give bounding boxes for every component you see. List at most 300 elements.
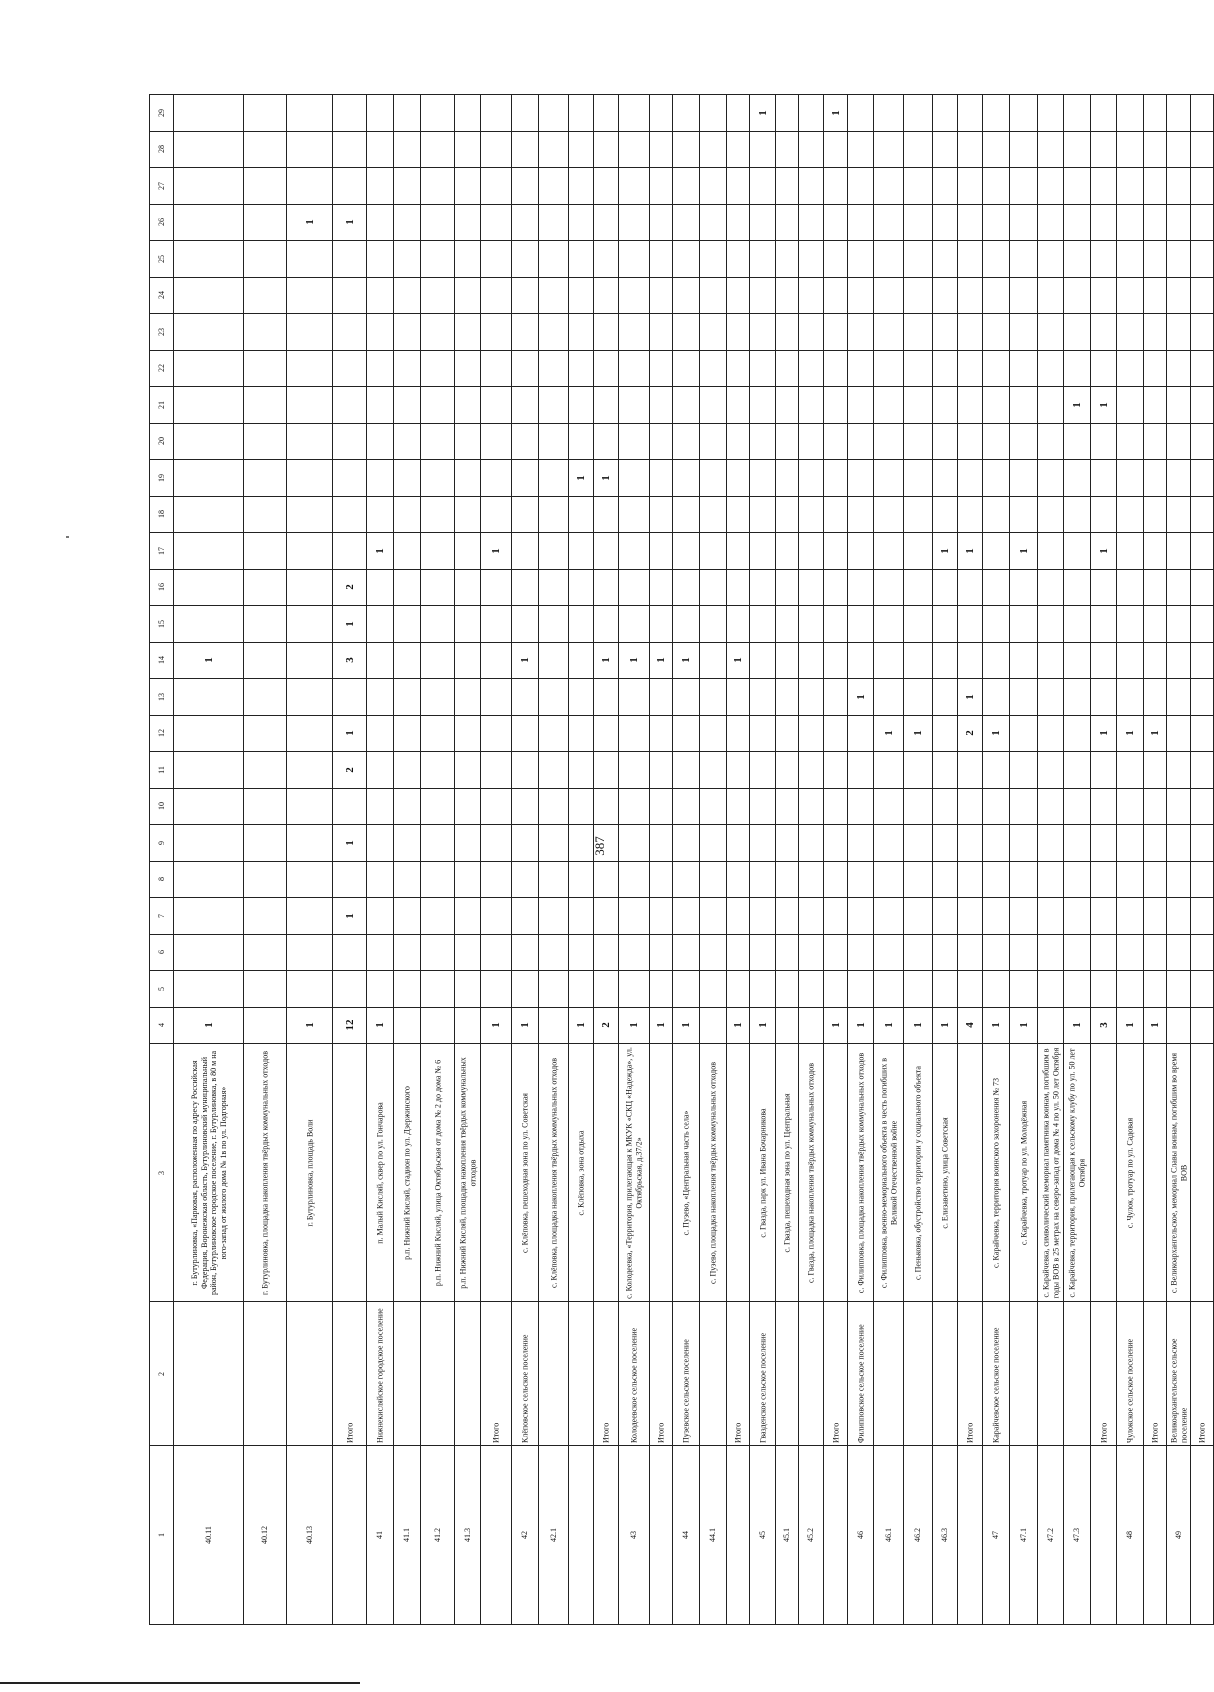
- territory-cell-text: с. Колодеевка, «Территория, прилегающая к МКУК «СКЦ «Надежда», ул. Октябрьская, д.37/2»: [624, 1046, 643, 1299]
- territory-cell-text: с. Елизаветино, улица Советская: [940, 1116, 950, 1229]
- value-cell-col-21: [243, 386, 287, 424]
- settlement-cell-text: Итого: [344, 1422, 354, 1443]
- value-cell-col-21: [957, 386, 983, 424]
- value-cell-col-17: [1009, 532, 1038, 570]
- value-cell-col-9: [699, 824, 727, 862]
- value-cell-col-28: [1166, 131, 1191, 169]
- row-number-cell-text: 47.1: [1018, 1528, 1028, 1542]
- value-cell-col-12: [511, 715, 539, 753]
- row-number-cell: [873, 1445, 904, 1625]
- value-cell-col-29: [538, 94, 569, 132]
- value-cell-col-25: [1166, 240, 1191, 278]
- value-cell-col-10: [1037, 788, 1064, 826]
- row-number-cell-text: 46.2: [913, 1528, 922, 1542]
- value-cell-col-7: [511, 897, 539, 935]
- value-cell-col-20: [286, 423, 333, 461]
- value-cell-col-22: [903, 350, 933, 388]
- value-cell-col-12: [1037, 715, 1064, 753]
- value-cell-col-20: [332, 423, 367, 461]
- value-cell-col-6: [286, 934, 333, 972]
- value-cell-col-10: [173, 788, 244, 826]
- row-number-cell-text: 46.1: [883, 1528, 893, 1542]
- value-cell-col-28: [699, 131, 727, 169]
- value-cell-col-14: [420, 642, 455, 680]
- value-cell-col-16: [332, 569, 367, 607]
- value-cell-col-23: [593, 313, 619, 351]
- territory-cell-text: с. Гвазда, площадка накопления твёрдых коммунальных отходов: [806, 1062, 816, 1283]
- header-cell-2-text: 2: [156, 1371, 166, 1376]
- value-cell-col-29: [775, 94, 799, 132]
- value-cell-col-24: [538, 277, 569, 315]
- value-cell-col-25: [699, 240, 727, 278]
- value-cell-col-25: [1116, 240, 1144, 278]
- value-cell-col-29: [173, 94, 244, 132]
- header-cell-23-text: 23: [156, 327, 166, 336]
- value-cell-col-16: [798, 569, 824, 607]
- row-number-cell: [1090, 1445, 1117, 1625]
- value-cell-col-16: [982, 569, 1010, 607]
- value-cell-col-10: [982, 788, 1010, 826]
- value-cell-col-24: [366, 277, 394, 315]
- value-cell-col-26: [366, 204, 394, 242]
- settlement-cell-text: Чулокское сельское поселение: [1125, 1338, 1135, 1443]
- value-cell-col-28: [1116, 131, 1144, 169]
- value-cell-col-17: [649, 532, 673, 570]
- value-cell-col-20: [726, 423, 750, 461]
- value-cell-col-12: [672, 715, 700, 753]
- total-count-cell: [1090, 1007, 1117, 1045]
- value-cell-col-15: [749, 605, 776, 643]
- value-cell-col-19: [903, 459, 933, 497]
- value-cell-col-11: [798, 751, 824, 789]
- row-number-cell: [538, 1445, 569, 1625]
- value-cell-col-15-text: 1: [343, 621, 356, 627]
- value-cell-col-10: [1063, 788, 1091, 826]
- value-cell-col-22: [454, 350, 481, 388]
- value-cell-col-18: [775, 496, 799, 534]
- value-cell-col-12: [1116, 715, 1144, 753]
- header-cell-28: [149, 131, 174, 169]
- value-cell-col-10: [511, 788, 539, 826]
- value-cell-col-11-text: 2: [343, 767, 356, 773]
- territory-cell: [511, 1043, 539, 1302]
- value-cell-col-21: [903, 386, 933, 424]
- value-cell-col-19: [798, 459, 824, 497]
- value-cell-col-18: [393, 496, 421, 534]
- value-cell-col-8: [538, 861, 569, 899]
- value-cell-col-23: [699, 313, 727, 351]
- value-cell-col-28: [798, 131, 824, 169]
- value-cell-col-9: [593, 824, 619, 862]
- value-cell-col-15: [932, 605, 958, 643]
- value-cell-col-27: [568, 167, 594, 205]
- value-cell-col-25: [798, 240, 824, 278]
- value-cell-col-20: [480, 423, 512, 461]
- value-cell-col-27: [672, 167, 700, 205]
- value-cell-col-28: [480, 131, 512, 169]
- header-cell-5: [149, 970, 174, 1008]
- value-cell-col-26: [957, 204, 983, 242]
- row-number-cell-text: 44.1: [708, 1528, 717, 1542]
- value-cell-col-27: [932, 167, 958, 205]
- value-cell-col-14: [454, 642, 481, 680]
- value-cell-col-24: [1116, 277, 1144, 315]
- total-count-cell-text: 1: [303, 1022, 316, 1028]
- value-cell-col-15: [568, 605, 594, 643]
- value-cell-col-11: [1190, 751, 1214, 789]
- value-cell-col-9: [649, 824, 673, 862]
- settlement-cell-text: Гвазденское сельское поселение: [757, 1332, 767, 1443]
- value-cell-col-28: [903, 131, 933, 169]
- value-cell-col-27: [1090, 167, 1117, 205]
- value-cell-col-6: [538, 934, 569, 972]
- settlement-cell: [749, 1301, 776, 1446]
- value-cell-col-21: [932, 386, 958, 424]
- settlement-cell: [1009, 1301, 1038, 1446]
- value-cell-col-29: [1037, 94, 1064, 132]
- value-cell-col-12: [1166, 715, 1191, 753]
- value-cell-col-20: [1090, 423, 1117, 461]
- total-count-cell-text: 1: [1017, 1022, 1030, 1028]
- settlement-cell: [173, 1301, 244, 1446]
- value-cell-col-22: [420, 350, 455, 388]
- value-cell-col-21: [1037, 386, 1064, 424]
- value-cell-col-13: [173, 678, 244, 716]
- value-cell-col-5: [593, 970, 619, 1008]
- value-cell-col-18: [1143, 496, 1167, 534]
- settlement-cell-text: Пузевское сельское поселение: [681, 1338, 691, 1443]
- value-cell-col-17: [873, 532, 904, 570]
- value-cell-col-17: [982, 532, 1010, 570]
- value-cell-col-11: [932, 751, 958, 789]
- header-cell-6: [149, 934, 174, 972]
- value-cell-col-27: [982, 167, 1010, 205]
- value-cell-col-7: [649, 897, 673, 935]
- value-cell-col-21: [454, 386, 481, 424]
- value-cell-col-18: [243, 496, 287, 534]
- value-cell-col-5: [847, 970, 874, 1008]
- territory-cell: [1090, 1043, 1117, 1302]
- value-cell-col-6: [454, 934, 481, 972]
- value-cell-col-9: [957, 824, 983, 862]
- value-cell-col-6: [1116, 934, 1144, 972]
- value-cell-col-29: [393, 94, 421, 132]
- value-cell-col-21: [1166, 386, 1191, 424]
- value-cell-col-26: [173, 204, 244, 242]
- total-count-cell: [1037, 1007, 1064, 1045]
- value-cell-col-27: [823, 167, 848, 205]
- value-cell-col-28: [511, 131, 539, 169]
- value-cell-col-12: [480, 715, 512, 753]
- value-cell-col-14: [649, 642, 673, 680]
- value-cell-col-17: [749, 532, 776, 570]
- row-number-cell: [726, 1445, 750, 1625]
- value-cell-col-5: [749, 970, 776, 1008]
- value-cell-col-11: [593, 751, 619, 789]
- value-cell-col-24: [726, 277, 750, 315]
- value-cell-col-17: [618, 532, 650, 570]
- value-cell-col-23: [568, 313, 594, 351]
- value-cell-col-24: [649, 277, 673, 315]
- territory-cell: [568, 1043, 594, 1302]
- value-cell-col-16: [454, 569, 481, 607]
- settlement-cell: [286, 1301, 333, 1446]
- value-cell-col-28: [847, 131, 874, 169]
- settlement-cell: [1166, 1301, 1191, 1446]
- value-cell-col-29: [286, 94, 333, 132]
- value-cell-col-9: [1116, 824, 1144, 862]
- value-cell-col-28: [286, 131, 333, 169]
- row-number-cell: [332, 1445, 367, 1625]
- value-cell-col-9: [1037, 824, 1064, 862]
- value-cell-col-13: [823, 678, 848, 716]
- territory-cell-text: с. Пеньковка, обустройство территории у социального объекта: [913, 1065, 923, 1280]
- value-cell-col-25: [511, 240, 539, 278]
- territory-cell: [749, 1043, 776, 1302]
- value-cell-col-27: [798, 167, 824, 205]
- value-cell-col-25: [672, 240, 700, 278]
- value-cell-col-8: [982, 861, 1010, 899]
- value-cell-col-14-text: 1: [655, 657, 667, 663]
- value-cell-col-7: [699, 897, 727, 935]
- territory-cell-text: с. Карайчевка, символический мемориал памятника воинам, погибшим в годы ВОВ в 25 метрах на северо-запад от дома № 4 по ул. 50 лет Октября: [1041, 1047, 1060, 1298]
- value-cell-col-9: [173, 824, 244, 862]
- value-cell-col-28: [243, 131, 287, 169]
- value-cell-col-9-text: 1: [343, 840, 356, 846]
- total-count-cell: [454, 1007, 481, 1045]
- value-cell-col-10: [957, 788, 983, 826]
- value-cell-col-5: [873, 970, 904, 1008]
- total-count-cell: [775, 1007, 799, 1045]
- value-cell-col-25: [1037, 240, 1064, 278]
- value-cell-col-20: [393, 423, 421, 461]
- value-cell-col-12: [593, 715, 619, 753]
- row-number-cell: [618, 1445, 650, 1625]
- value-cell-col-16: [173, 569, 244, 607]
- value-cell-col-19: [649, 459, 673, 497]
- value-cell-col-29: [649, 94, 673, 132]
- total-count-cell-text: 12: [343, 1019, 356, 1031]
- value-cell-col-19: [1009, 459, 1038, 497]
- value-cell-col-18: [511, 496, 539, 534]
- header-cell-9-text: 9: [156, 840, 166, 845]
- value-cell-col-20: [1009, 423, 1038, 461]
- header-cell-24-text: 24: [156, 291, 166, 300]
- value-cell-col-10: [932, 788, 958, 826]
- value-cell-col-24: [1037, 277, 1064, 315]
- value-cell-col-24: [420, 277, 455, 315]
- value-cell-col-27: [1037, 167, 1064, 205]
- value-cell-col-28: [823, 131, 848, 169]
- value-cell-col-8: [1116, 861, 1144, 899]
- value-cell-col-20: [957, 423, 983, 461]
- value-cell-col-25: [454, 240, 481, 278]
- value-cell-col-19: [420, 459, 455, 497]
- value-cell-col-5: [286, 970, 333, 1008]
- value-cell-col-17: [454, 532, 481, 570]
- value-cell-col-14: [1037, 642, 1064, 680]
- value-cell-col-24: [749, 277, 776, 315]
- value-cell-col-26: [332, 204, 367, 242]
- value-cell-col-23: [366, 313, 394, 351]
- value-cell-col-6: [1063, 934, 1091, 972]
- value-cell-col-16: [1116, 569, 1144, 607]
- value-cell-col-28: [454, 131, 481, 169]
- territory-cell: [798, 1043, 824, 1302]
- value-cell-col-14: [823, 642, 848, 680]
- value-cell-col-6: [1166, 934, 1191, 972]
- value-cell-col-8: [568, 861, 594, 899]
- value-cell-col-25: [243, 240, 287, 278]
- value-cell-col-15: [243, 605, 287, 643]
- value-cell-col-20: [798, 423, 824, 461]
- value-cell-col-22: [480, 350, 512, 388]
- value-cell-col-15: [538, 605, 569, 643]
- value-cell-col-20: [420, 423, 455, 461]
- row-number-cell: [823, 1445, 848, 1625]
- value-cell-col-27: [618, 167, 650, 205]
- value-cell-col-5: [903, 970, 933, 1008]
- value-cell-col-25: [823, 240, 848, 278]
- value-cell-col-15: [332, 605, 367, 643]
- value-cell-col-17: [847, 532, 874, 570]
- value-cell-col-12: [393, 715, 421, 753]
- value-cell-col-22: [957, 350, 983, 388]
- value-cell-col-14: [1166, 642, 1191, 680]
- value-cell-col-23: [454, 313, 481, 351]
- value-cell-col-9: [332, 824, 367, 862]
- value-cell-col-20: [618, 423, 650, 461]
- row-number-cell: [568, 1445, 594, 1625]
- value-cell-col-16: [1190, 569, 1214, 607]
- value-cell-col-7: [1063, 897, 1091, 935]
- value-cell-col-25: [286, 240, 333, 278]
- total-count-cell-text: 1: [1149, 1022, 1161, 1028]
- row-number-cell-text: 40.12: [260, 1526, 269, 1544]
- value-cell-col-10: [726, 788, 750, 826]
- page-bottom-line: [0, 1682, 360, 1684]
- value-cell-col-5: [1116, 970, 1144, 1008]
- value-cell-col-29: [568, 94, 594, 132]
- total-count-cell: [903, 1007, 933, 1045]
- header-cell-7: [149, 897, 174, 935]
- value-cell-col-14-text: 1: [628, 657, 640, 663]
- value-cell-col-15: [480, 605, 512, 643]
- value-cell-col-25: [568, 240, 594, 278]
- value-cell-col-27: [366, 167, 394, 205]
- settlement-cell: [699, 1301, 727, 1446]
- value-cell-col-29: [672, 94, 700, 132]
- value-cell-col-14: [393, 642, 421, 680]
- value-cell-col-11: [511, 751, 539, 789]
- value-cell-col-14: [873, 642, 904, 680]
- value-cell-col-12: [847, 715, 874, 753]
- row-number-cell-text: 40.11: [203, 1526, 213, 1544]
- value-cell-col-24: [173, 277, 244, 315]
- value-cell-col-29: [903, 94, 933, 132]
- value-cell-col-23: [286, 313, 333, 351]
- value-cell-col-26: [1166, 204, 1191, 242]
- value-cell-col-26: [726, 204, 750, 242]
- settlement-cell: [1037, 1301, 1064, 1446]
- value-cell-col-17: [1143, 532, 1167, 570]
- value-cell-col-12: [873, 715, 904, 753]
- value-cell-col-11: [173, 751, 244, 789]
- value-cell-col-14: [982, 642, 1010, 680]
- value-cell-col-20: [243, 423, 287, 461]
- value-cell-col-17: [420, 532, 455, 570]
- row-number-cell-text: 48: [1125, 1531, 1134, 1539]
- territory-cell-text: с. Гвазда, пешеходная зона по ул. Центральная: [782, 1092, 792, 1253]
- value-cell-col-7: [775, 897, 799, 935]
- value-cell-col-7: [593, 897, 619, 935]
- value-cell-col-14: [1143, 642, 1167, 680]
- value-cell-col-5: [420, 970, 455, 1008]
- value-cell-col-15: [1190, 605, 1214, 643]
- territory-cell-text: с. Гвазда, парк ул. Ивана Бочарникова: [757, 1107, 767, 1238]
- value-cell-col-14-text: 1: [732, 657, 744, 663]
- value-cell-col-14-text: 1: [600, 657, 612, 663]
- territory-cell: [480, 1043, 512, 1302]
- value-cell-col-16: [1090, 569, 1117, 607]
- value-cell-col-17: [1190, 532, 1214, 570]
- value-cell-col-6: [511, 934, 539, 972]
- value-cell-col-7-text: 1: [343, 913, 356, 919]
- territory-cell: [775, 1043, 799, 1302]
- row-number-cell: [847, 1445, 874, 1625]
- value-cell-col-10: [454, 788, 481, 826]
- row-number-cell-text: 41.2: [432, 1528, 442, 1542]
- value-cell-col-15: [1090, 605, 1117, 643]
- value-cell-col-23: [847, 313, 874, 351]
- value-cell-col-20: [538, 423, 569, 461]
- value-cell-col-14: [593, 642, 619, 680]
- value-cell-col-9: [1063, 824, 1091, 862]
- value-cell-col-10: [1009, 788, 1038, 826]
- header-cell-11-text: 11: [156, 765, 166, 774]
- row-number-cell: [1190, 1445, 1214, 1625]
- value-cell-col-18: [672, 496, 700, 534]
- value-cell-col-18: [538, 496, 569, 534]
- value-cell-col-9: [1143, 824, 1167, 862]
- value-cell-col-12: [1190, 715, 1214, 753]
- value-cell-col-5: [1090, 970, 1117, 1008]
- value-cell-col-22: [798, 350, 824, 388]
- value-cell-col-14: [286, 642, 333, 680]
- value-cell-col-8: [173, 861, 244, 899]
- value-cell-col-21: [393, 386, 421, 424]
- value-cell-col-5: [366, 970, 394, 1008]
- value-cell-col-23: [1166, 313, 1191, 351]
- value-cell-col-6: [366, 934, 394, 972]
- total-count-cell: [366, 1007, 394, 1045]
- value-cell-col-16: [699, 569, 727, 607]
- value-cell-col-6: [823, 934, 848, 972]
- value-cell-col-16: [393, 569, 421, 607]
- total-count-cell-text: 1: [1071, 1022, 1083, 1028]
- value-cell-col-7: [1143, 897, 1167, 935]
- value-cell-col-25: [1009, 240, 1038, 278]
- value-cell-col-10: [1166, 788, 1191, 826]
- value-cell-col-11: [1063, 751, 1091, 789]
- value-cell-col-12-text: 1: [1097, 730, 1110, 736]
- value-cell-col-18: [823, 496, 848, 534]
- value-cell-col-20: [1190, 423, 1214, 461]
- territory-cell: [903, 1043, 933, 1302]
- value-cell-col-15: [873, 605, 904, 643]
- value-cell-col-8: [726, 861, 750, 899]
- value-cell-col-16: [618, 569, 650, 607]
